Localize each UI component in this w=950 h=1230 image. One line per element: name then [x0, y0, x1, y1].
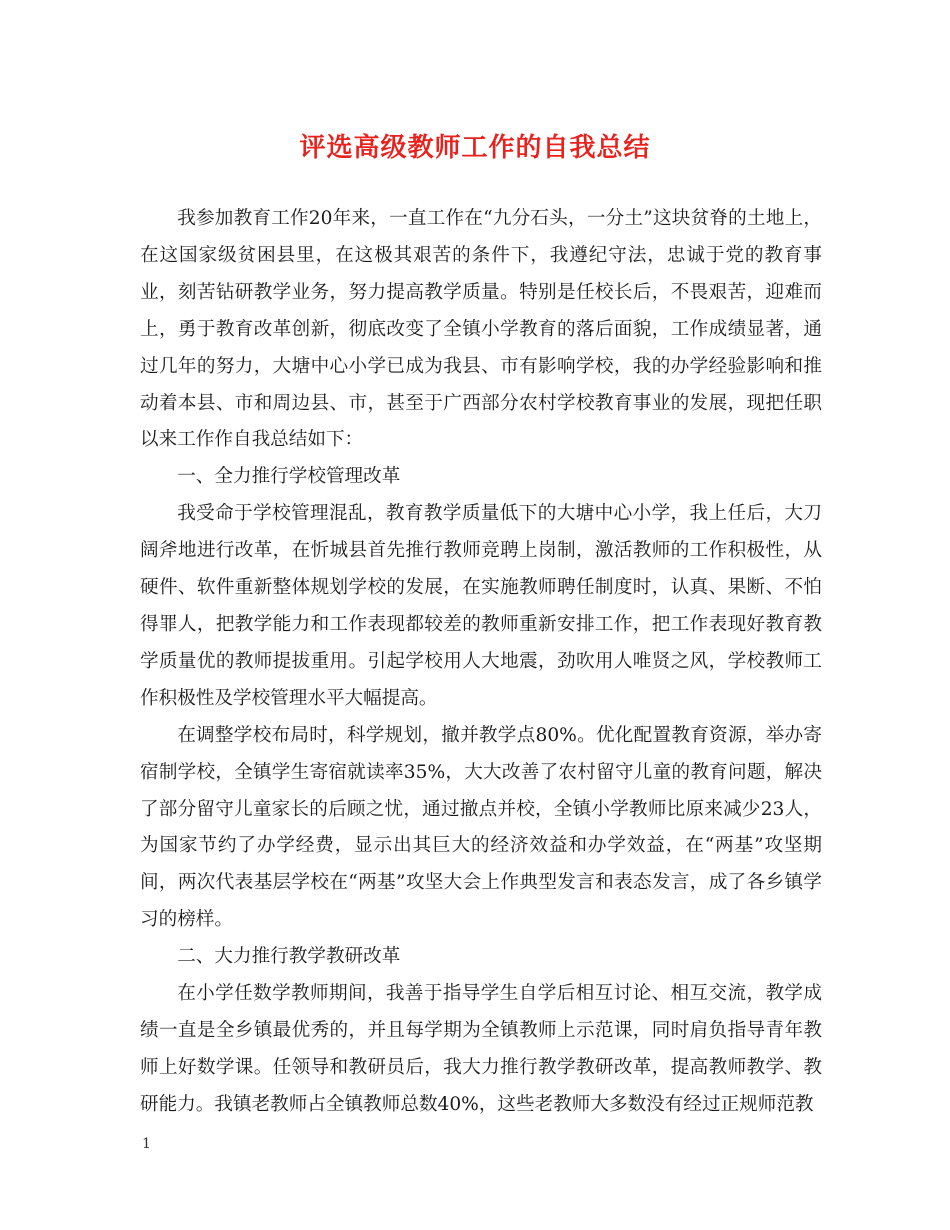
page-number: 1: [142, 1136, 151, 1152]
paragraph-school-layout: 在调整学校布局时，科学规划，撤并教学点80%。优化配置教育资源，举办寄宿制学校，全镇学生寄宿就读率35%，大大改善了农村留守儿童的教育问题，解决了部分留守儿童家长的后顾之忧，通过撤点并校，全镇小学教师比原来减少23人，为国家节约了办学经费，显示出其巨大的经济效益和办学效益，在“两基”攻坚期间，两次代表基层学校在“两基”攻坚大会上作典型发言和表态发言，成了各乡镇学习的榜样。: [140, 724, 822, 931]
paragraph-teaching-reform: 在小学任数学教师期间，我善于指导学生自学后相互讨论、相互交流，教学成绩一直是全乡镇最优秀的，并且每学期为全镇教师上示范课，同时肩负指导青年教师上好数学课。任领导和教研员后，我大力推行教学教研改革，提高教师教学、教研能力。我镇老教师占全镇教师总数40%，这些老教师大多数没有经过正规师范教: [140, 983, 822, 1115]
section-heading-2: 二、大力推行教学教研改革: [177, 946, 401, 968]
document-body: [140, 201, 822, 1124]
section-heading-1: 一、全力推行学校管理改革: [177, 466, 401, 488]
paragraph-intro: 我参加教育工作20年来，一直工作在“九分石头，一分土”这块贫脊的土地上，在这国家级贫困县里，在这极其艰苦的条件下，我遵纪守法，忠诚于党的教育事业，刻苦钻研教学业务，努力提高教学质量。特别是任校长后，不畏艰苦，迎难而上，勇于教育改革创新，彻底改变了全镇小学教育的落后面貌，工作成绩显著，通过几年的努力，大塘中心小学已成为我县、市有影响学校，我的办学经验影响和推动着本县、市和周边县、市，甚至于广西部分农村学校教育事业的发展，现把任职以来工作作自我总结如下：: [140, 208, 822, 451]
document-title: 评选高级教师工作的自我总结: [299, 133, 651, 163]
paragraph-management-reform: 我受命于学校管理混乱，教育教学质量低下的大塘中心小学，我上任后，大刀阔斧地进行改革，在忻城县首先推行教师竞聘上岗制，激活教师的工作积极性，从硬件、软件重新整体规划学校的发展，在实施教师聘任制度时，认真、果断、不怕得罪人，把教学能力和工作表现都较差的教师重新安排工作，把工作表现好教育教学质量优的教师提拔重用。引起学校用人大地震，劲吹用人唯贤之风，学校教师工作积极性及学校管理水平大幅提高。: [140, 503, 822, 709]
